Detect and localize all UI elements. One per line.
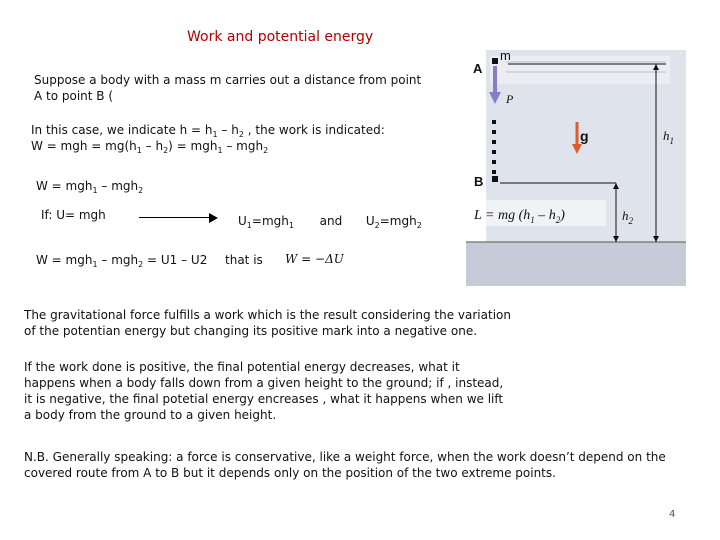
formula-subscript: 2 [555, 215, 561, 225]
equation-2 [36, 252, 263, 268]
equation-text: – mgh [97, 179, 139, 193]
subscript: 1 [212, 130, 218, 139]
subscript: 2 [416, 221, 422, 230]
paragraph-gravitational: The gravitational force fulfills a work which is the result considering the variation of the potentian energy but changing its positive mark into a negative one. [24, 308, 511, 338]
point-a-label: A [473, 61, 483, 76]
page-number: 4 [669, 509, 676, 520]
figure-svg [466, 50, 686, 286]
subscript: 2 [374, 221, 380, 230]
u2-text: =mgh [379, 214, 417, 228]
subscript: 2 [138, 186, 144, 195]
subscript: 2 [163, 146, 169, 155]
u-definitions [238, 213, 422, 229]
formula-part: L = mg (h [474, 208, 531, 223]
subscript: 1 [92, 186, 98, 195]
delta-u-formula: W = −ΔU [285, 252, 344, 266]
subscript: 1 [246, 221, 252, 230]
case-line-1 [31, 122, 385, 138]
subscript: 1 [92, 260, 98, 269]
potential-energy-figure [466, 50, 686, 286]
case-line-2 [31, 138, 268, 154]
subscript: 2 [238, 130, 244, 139]
equation-text: W = mgh [36, 179, 93, 193]
arrow-head-icon [209, 213, 218, 223]
figure-formula [473, 208, 565, 225]
faded-text-area [490, 56, 670, 84]
g-label: g [580, 128, 589, 144]
if-label: If: U= mgh [41, 208, 106, 222]
formula-part: – h [534, 208, 556, 223]
intro-line-2: A to point B ( [34, 89, 114, 103]
subscript: 2 [138, 260, 144, 269]
equation-text: W = mgh [36, 253, 93, 267]
u1-text: =mgh [251, 214, 289, 228]
subscript: 1 [288, 221, 294, 230]
h1-subscript: 1 [669, 136, 674, 146]
h2-text: h [622, 208, 629, 223]
case-text: – mgh [222, 139, 264, 153]
case-text: ) = mgh [168, 139, 218, 153]
point-b-label: B [474, 174, 484, 189]
u2-text: U [365, 214, 375, 228]
and-text: and [319, 214, 343, 228]
subscript: 2 [263, 146, 269, 155]
equation-text: – mgh [97, 253, 139, 267]
h1-text: h [663, 128, 670, 143]
paragraph-nb: N.B. Generally speaking: a force is conservative, like a weight force, when the work doesn’t depend on the covered route from A to B but it depends only on the position of the two extreme points. [24, 450, 666, 480]
page-title: Work and potential energy [187, 29, 374, 45]
case-text: – h [141, 139, 164, 153]
case-text: In this case, we indicate h = h [31, 123, 213, 137]
that-is-text: that is [225, 253, 263, 267]
formula-part: ) [560, 208, 565, 223]
paragraph-positive-work: If the work done is positive, the final potential energy decreases, what it happens when a body falls down from a given height to the ground; if , instead, it is negative, the final potetial energy encreases , what it happens when we lift a body from the ground to a given height. [24, 360, 504, 422]
case-text: , the work is indicated: [243, 123, 385, 137]
ground [466, 242, 686, 286]
subscript: 1 [136, 146, 142, 155]
case-text: – h [217, 123, 239, 137]
equation-1 [36, 178, 143, 194]
case-text: W = mgh = mg(h [31, 139, 137, 153]
mass-label: m [500, 50, 511, 63]
mass-block [492, 58, 498, 64]
intro-line-1: Suppose a body with a mass m carries out a distance from point [34, 73, 422, 87]
implication-arrow [139, 217, 211, 218]
formula-subscript: 1 [530, 215, 535, 225]
p-label: P [506, 92, 514, 106]
u1-text: U [238, 214, 247, 228]
equation-text: = U1 – U2 [143, 253, 208, 267]
point-b-block [492, 176, 498, 182]
subscript: 1 [217, 146, 223, 155]
h2-subscript: 2 [628, 216, 633, 226]
